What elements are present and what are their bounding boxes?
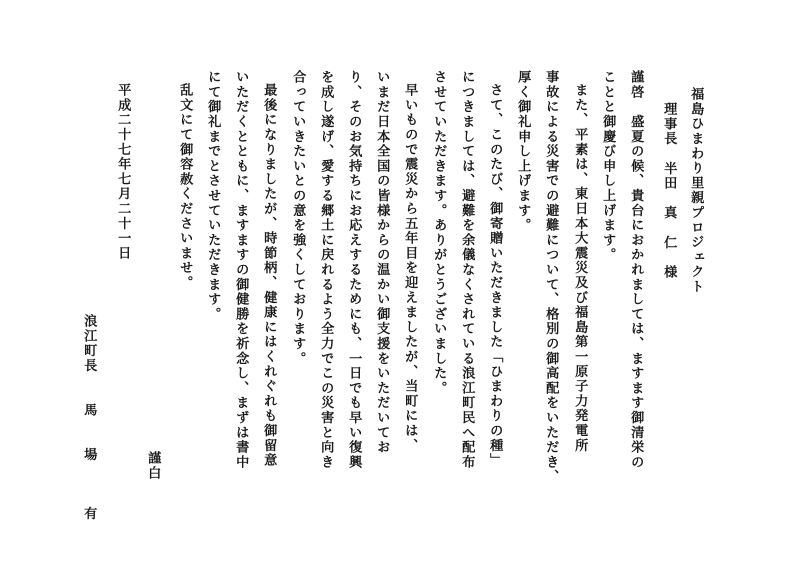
letter-date: 平成二十七年七月二十一日 <box>115 83 131 261</box>
body-line: いまだ日本全国の皆様からの温かい御支援をいただいてお <box>374 70 390 455</box>
closing-salutation: 謹白 <box>145 451 161 481</box>
body-line: 最後になりましたが、時節柄、健康にはくれぐれも御留意 <box>261 83 277 468</box>
body-line: 早いもので震災から五年目を迎えましたが、当町には、 <box>402 83 418 453</box>
body-line: 合っていきたいとの意を強くしております。 <box>290 70 306 366</box>
body-line: 乱文にて御容赦くださいませ。 <box>177 83 193 291</box>
sender-signature: 浪江町長 馬 場 有 <box>81 314 97 522</box>
body-line: 厚く御礼申し上げます。 <box>515 70 531 233</box>
recipient-name: 理事長 半田 真 仁 様 <box>661 102 677 280</box>
body-line: いただくとともに、ますますの御健勝を祈念し、まずは書中 <box>233 70 249 470</box>
body-line: にて御礼までとさせていただきます。 <box>205 70 221 322</box>
body-line: につきましては、避難を余儀なくされている浪江町民へ配布 <box>459 70 475 470</box>
body-line: ことと御慶び申し上げます。 <box>600 70 616 263</box>
body-line: 事故による災害での避難について、格別の御高配をいただき、 <box>543 70 559 485</box>
body-line: 謹啓 盛夏の候、貴台におかれましては、ますます御清栄の <box>628 70 644 470</box>
body-line: さて、このたび、御寄贈いただきました「ひまわりの種」 <box>487 83 503 468</box>
body-line: り、そのお気持ちにお応えするためにも、一日でも早い復興 <box>346 70 362 470</box>
body-line: させていただきます。ありがとうございました。 <box>431 70 447 396</box>
body-line: を成し遂げ、愛する郷土に戻れるよう全力でこの災害と向き <box>318 70 334 470</box>
body-line: また、平素は、東日本大震災及び福島第一原子力発電所 <box>572 83 588 453</box>
recipient-organization: 福島ひまわり里親プロジェクト <box>688 87 704 295</box>
